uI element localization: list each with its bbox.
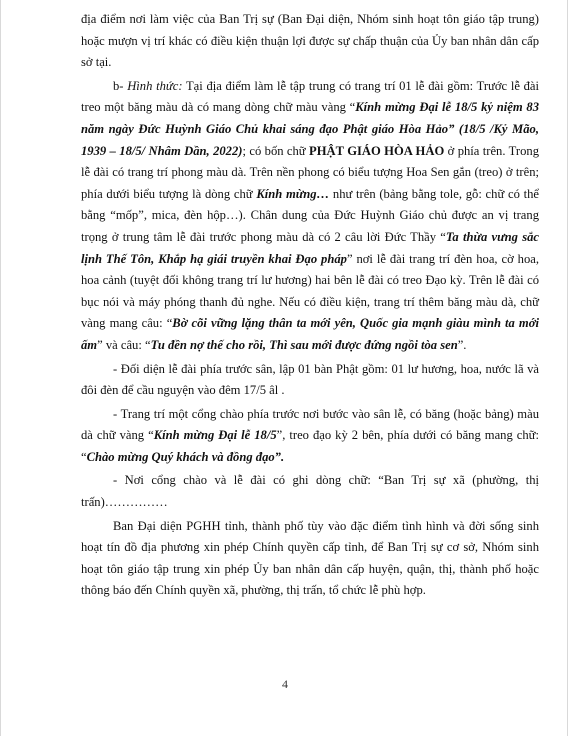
paragraph-gate — [81, 404, 539, 469]
banner-text-welcome: Chào mừng Quý khách và đồng đạo”. — [86, 449, 285, 464]
text-run: địa điểm nơi làm việc của Ban Trị sự (Ban Đại diện, Nhóm sinh hoạt tôn giáo tập trung) hoặc mượn vị trí khác có điều kiện thuận lợi được sự chấp thuận của Ủy ban nhân dân cấp sở tại. — [81, 12, 539, 70]
inline-emphasis: Kính mừng… — [256, 186, 330, 201]
heading-form-label: Hình thức: — [127, 78, 183, 93]
text-run: như trên (bảng bằng tole, gỗ: chữ có thể bằng “mốp”, mica, đèn hộp…). Chân dung của Đức Huỳnh Giáo chủ được an vị trang trọng ở trung tâm lễ đài trước phong màu dà có 2 câu lời Đức Thầy “ — [81, 186, 539, 244]
quote-borders: Bờ cõi vững lặng thân ta mới yên, Quốc gia mạnh giàu mình ta mới ấm — [81, 316, 539, 352]
text-run: ”, treo đạo kỳ 2 bên, phía dưới có băng mang chữ: “ — [81, 428, 539, 464]
quote-teacher: Ta thừa vưng sắc lịnh Thế Tôn, Khắp hạ giái truyền khai Đạo pháp — [81, 229, 539, 266]
text-run: b- — [113, 78, 128, 93]
text-run: ” nơi lễ đài trang trí đèn hoa, cờ hoa, hoa cảnh (tuyệt đối không trang trí lư hương) hai bên lễ đài có treo Đạo kỳ. Trên lễ đài có bục nói và máy phóng thanh đủ nghe. Nếu có điều kiện, trang trí thêm băng màu dà, chữ vàng mang câu: “ — [81, 251, 539, 331]
text-run: - Nơi cổng chào và lễ đài có ghi dòng chữ: “Ban Trị sự xã (phường, thị trấn)…………… — [81, 473, 539, 510]
banner-text-pghh: PHẬT GIÁO HÒA HẢO — [309, 143, 445, 158]
paragraph-signage — [81, 470, 539, 513]
paragraph-location — [81, 9, 539, 74]
banner-text-greeting: Kính mừng Đại lễ 18/5 kỷ niệm 83 năm ngày Đức Huỳnh Giáo Chủ khai sáng đạo Phật giáo Hòa Hảo” (18/5 /Kỷ Mão, 1939 – 18/5/ Nhâm Dần, 2022) — [81, 100, 540, 158]
paragraph-altar — [81, 359, 539, 402]
document-body — [81, 9, 539, 602]
text-run: ở phía trên. Trong lễ đài có trang trí phong màu dà. Trên nền phong có biểu tượng Hoa Sen gắn (treo) ở trên; phía dưới biểu tượng là dòng chữ — [81, 143, 540, 201]
text-run: Ban Đại diện PGHH tỉnh, thành phố tùy vào đặc điểm tình hình và đời sống sinh hoạt tín đồ địa phương xin phép Chính quyền cấp tỉnh, để Ban Trị sự cơ sở, Nhóm sinh hoạt tôn giáo tập trung xin phép Ủy ban nhân dân cấp huyện, quận, thị, thành phố hoặc thông báo đến Chính quyền xã, phường, thị trấn, tổ chức lễ phù hợp. — [81, 518, 539, 598]
text-run: ; có bốn chữ — [242, 143, 310, 158]
paragraph-form — [81, 76, 539, 357]
text-run: - Đối diện lễ đài phía trước sân, lập 01 bàn Phật gồm: 01 lư hương, hoa, nước lã và đôi đèn để cầu nguyện vào đêm 17/5 âl . — [81, 361, 539, 398]
quote-lotus-seat: Tu đền nợ thế cho rồi, Thì sau mới được đứng ngồi tòa sen — [150, 337, 458, 352]
banner-text-gate: Kính mừng Đại lễ 18/5 — [153, 428, 277, 443]
text-run: ” và câu: “ — [97, 337, 151, 352]
text-run: ”. — [457, 337, 467, 352]
paragraph-permission — [81, 516, 539, 602]
page-number: 4 — [282, 677, 288, 691]
text-run: Tại địa điểm làm lễ tập trung có trang trí 01 lễ đài gồm: Trước lễ đài treo một băng màu dà có mang dòng chữ màu vàng “ — [81, 78, 539, 115]
text-run: - Trang trí một cổng chào phía trước nơi bước vào sân lễ, có băng (hoặc bảng) màu dà chữ vàng “ — [81, 406, 539, 443]
